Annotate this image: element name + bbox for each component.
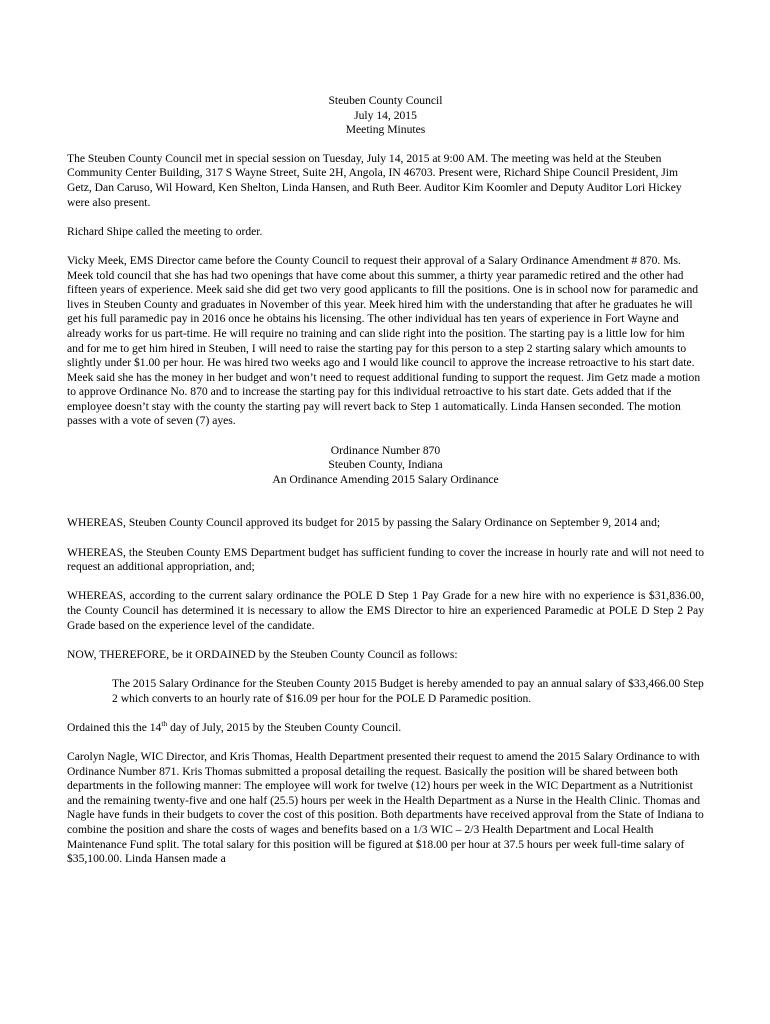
- amendment-text: The 2015 Salary Ordinance for the Steuben County 2015 Budget is hereby amended to pay an annual salary of $33,466.00 Step 2 which converts to an hourly rate of $16.09 per hour for the POLE D Paramedic position.: [112, 676, 704, 705]
- now-therefore: NOW, THEREFORE, be it ORDAINED by the Steuben County Council as follows:: [67, 647, 458, 661]
- whereas-1: WHEREAS, Steuben County Council approved its budget for 2015 by passing the Salary Ordinance on September 9, 2014 and;: [67, 516, 661, 530]
- wic-request-paragraph: Carolyn Nagle, WIC Director, and Kris Thomas, Health Department presented their request to amend the 2015 Salary Ordinance to with Ordinance Number 871. Kris Thomas submitted a proposal detailing the request. Basically the position will be shared between both departments in the following manner: The employee will work for twelve (12) hours per week in the WIC Department as a Nutritionist and the remaining twenty-five and one half (25.5) hours per week in the Health Department as a Nurse in the Health Clinic. Thomas and Nagle have funds in their budgets to cover the cost of this position. Both departments have received approval from the State of Indiana to combine the position and share the costs of wages and benefits based on a 1/3 WIC – 2/3 Health Department and Local Health Maintenance Fund split. The total salary for this position will be figured at $18.00 per hour at 37.5 hours per week full-time salary of $35,100.00. Linda Hansen made a: [67, 749, 704, 866]
- whereas-3: WHEREAS, according to the current salary ordinance the POLE D Step 1 Pay Grade for a new hire with no experience is $31,836.00, the County Council has determined it is necessary to allow the EMS Director to hire an experienced Paramedic at POLE D Step 2 Pay Grade based on the experience level of the candidate.: [67, 589, 704, 632]
- ordinance-heading: [67, 444, 704, 488]
- call-to-order-paragraph: Richard Shipe called the meeting to order.: [67, 224, 263, 238]
- ordained-superscript: th: [161, 718, 168, 728]
- intro-paragraph: The Steuben County Council met in special session on Tuesday, July 14, 2015 at 9:00 AM. The meeting was held at the Steuben Community Center Building, 317 S Wayne Street, Suite 2H, Angola, IN 46703. Present were, Richard Shipe Council President, Jim Getz, Dan Caruso, Wil Howard, Ken Shelton, Linda Hansen, and Ruth Beer. Auditor Kim Koomler and Deputy Auditor Lori Hickey were also present.: [67, 151, 682, 209]
- ems-request-paragraph: Vicky Meek, EMS Director came before the County Council to request their approval of a Salary Ordinance Amendment # 870. Ms. Meek told council that she has had two openings that have come about this summer, a thirty year paramedic retired and the other had fifteen years of experience. Meek said she did get two very good applicants to fill the positions. One is in school now for paramedic and lives in Steuben County and graduates in November of this year. Meek hired him with the understanding that after he graduates he will get his full paramedic pay in 2016 once he obtains his licensing. The other individual has ten years of experience in Fort Wayne and already works for us part-time. He will require no training and can slide right into the position. The starting pay is a little low for him and for me to get him hired in Steuben, I will need to raise the starting pay for this person to a step 2 starting salary which amounts to slightly under $1.00 per hour. He was hired two weeks ago and I would like council to approve the increase retroactive to his start date. Meek said she has the money in her budget and won’t need to request additional funding to support the request. Jim Getz made a motion to approve Ordinance No. 870 and to increase the starting pay for this individual retroactive to his start date. Gets added that if the employee doesn’t stay with the county the starting pay will revert back to Step 1 automatically. Linda Hansen seconded. The motion passes with a vote of seven (7) ayes.: [67, 253, 701, 428]
- ordained-prefix: Ordained this the 14: [67, 720, 162, 734]
- ordained-suffix: day of July, 2015 by the Steuben County Council.: [167, 720, 402, 734]
- council-name: Steuben County Council: [328, 94, 443, 107]
- minutes-header: [67, 94, 704, 138]
- whereas-2: WHEREAS, the Steuben County EMS Department budget has sufficient funding to cover the increase in hourly rate and will not need to request an additional appropriation, and;: [67, 545, 704, 574]
- ordained-line: [67, 718, 704, 736]
- ordinance-county: Steuben County, Indiana: [328, 458, 443, 472]
- meeting-date: July 14, 2015: [354, 108, 417, 122]
- ordinance-title: An Ordinance Amending 2015 Salary Ordinance: [272, 472, 499, 486]
- document-type: Meeting Minutes: [345, 123, 426, 137]
- ordinance-number: Ordinance Number 870: [330, 443, 441, 457]
